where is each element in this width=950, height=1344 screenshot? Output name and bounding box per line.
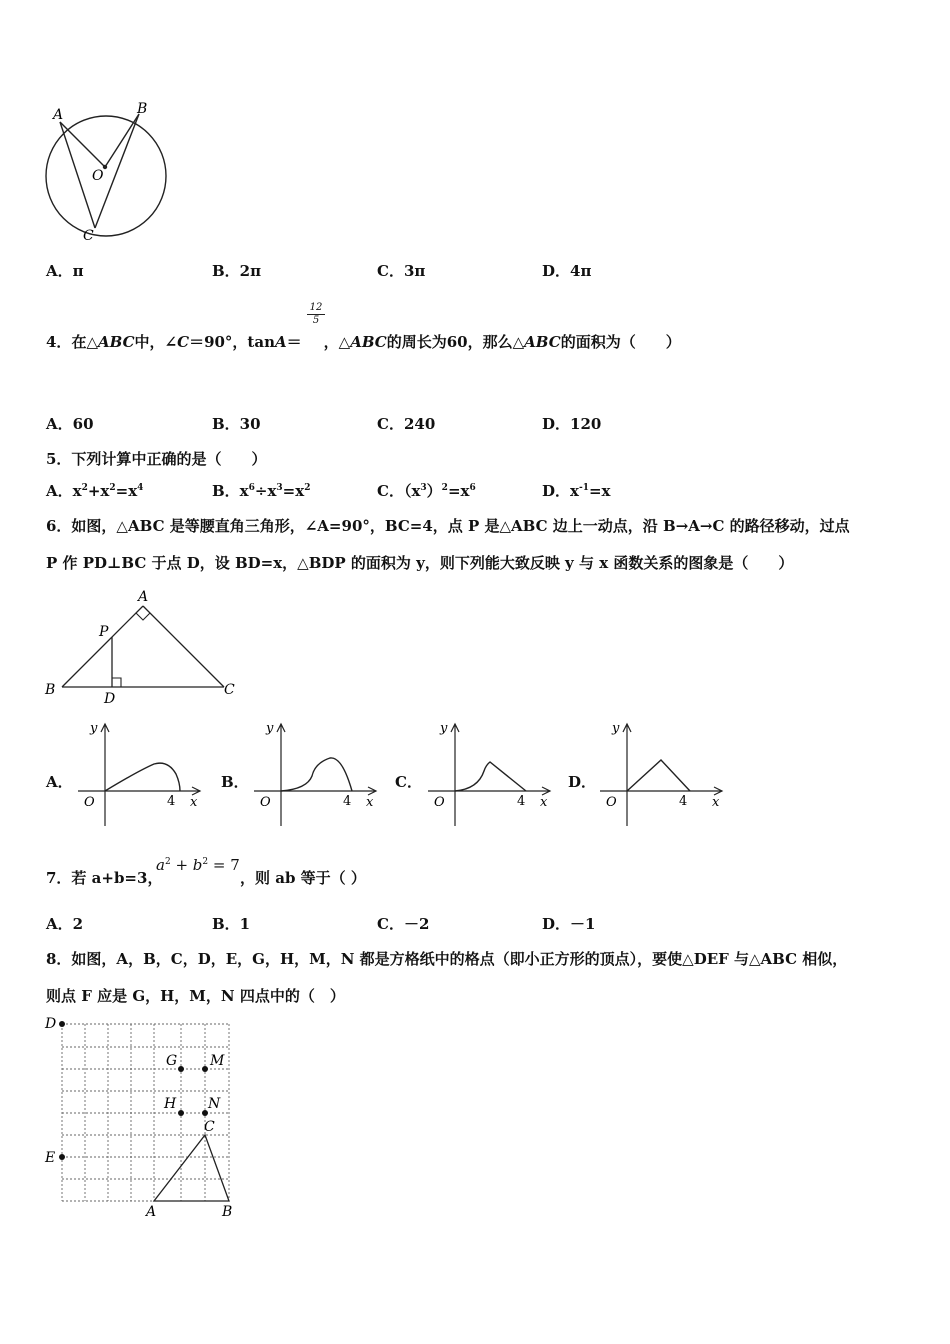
q7-formula: $a^2 + b^2 = 7$	[156, 856, 240, 874]
q3-option-a: A．π	[46, 262, 84, 280]
side-ba	[62, 606, 143, 687]
right-angle-a	[136, 613, 150, 620]
curve	[281, 758, 352, 791]
y-label: y	[266, 721, 274, 736]
q7-option-d: D．－1	[542, 915, 596, 933]
x-label: x	[540, 795, 548, 810]
label-n: N	[208, 1096, 221, 1112]
q4-option-a: A．60	[46, 415, 94, 433]
label-o: O	[92, 168, 104, 184]
q3-option-b: B．2π	[212, 262, 262, 280]
graph-d	[598, 716, 728, 828]
y-label: y	[440, 721, 448, 736]
point-d	[59, 1021, 65, 1027]
right-angle-d	[112, 678, 121, 687]
q3-option-c: C．3π	[377, 262, 426, 280]
q7-stem-post: ，则 ab 等于（ ）	[240, 869, 366, 887]
label-p: P	[99, 624, 109, 640]
q6-stem-line2: P 作 PD⊥BC 于点 D，设 BD=x，△BDP 的面积为 y，则下列能大致反映 y 与 x 函数关系的图象是（ ）	[46, 554, 794, 572]
q4-option-c: C．240	[377, 415, 436, 433]
q5-option-d: D．$x^{-1}=x$	[542, 482, 611, 500]
q4-stem: 4．在△ABC中，∠C＝90°，tanA＝ ，△ABC的周长为60，那么△ABC的面积为（ ）	[46, 333, 681, 351]
label-b: B	[45, 682, 56, 698]
y-label: y	[90, 721, 98, 736]
point-m	[202, 1066, 208, 1072]
q7-stem-pre: 7．若 a+b=3，	[46, 869, 163, 887]
q3-option-d: D．4π	[542, 262, 592, 280]
tick-4: 4	[517, 794, 526, 809]
q6-option-b: B．	[221, 773, 249, 791]
q7-option-a: A．2	[46, 915, 84, 933]
origin-label: O	[606, 795, 617, 810]
grid-figure	[40, 1012, 245, 1222]
curve	[455, 762, 526, 791]
label-c: C	[224, 682, 235, 698]
label-h: H	[164, 1096, 177, 1112]
label-c: C	[204, 1119, 215, 1135]
x-label: x	[190, 795, 198, 810]
label-d: D	[45, 1016, 57, 1032]
circle-figure	[38, 98, 174, 248]
graph-c	[426, 716, 556, 828]
triangle-abc	[154, 1135, 229, 1201]
q5-option-b: B．$x^6\div x^3=x^2$	[212, 482, 311, 500]
origin-label: O	[434, 795, 445, 810]
label-g: G	[166, 1053, 178, 1069]
x-label: x	[712, 795, 720, 810]
q6-option-c: C．	[395, 773, 422, 791]
q7-option-b: B．1	[212, 915, 251, 933]
q8-stem-line1: 8．如图，A，B，C，D，E，G，H，M，N 都是方格纸中的格点（即小正方形的顶点），要使△DEF 与△ABC 相似，	[46, 950, 848, 968]
label-m: M	[210, 1053, 225, 1069]
label-e: E	[45, 1150, 56, 1166]
label-a: A	[53, 107, 64, 123]
graph-b	[252, 716, 382, 828]
label-a: A	[138, 589, 149, 605]
label-a: A	[146, 1204, 157, 1220]
q8-stem-line2: 则点 F 应是 G，H，M，N 四点中的（ ）	[46, 987, 345, 1005]
q4-fraction	[307, 302, 325, 327]
q6-option-d: D．	[568, 773, 597, 791]
side-ac	[143, 606, 224, 687]
tick-4: 4	[343, 794, 352, 809]
graph-a	[76, 716, 206, 828]
tick-4: 4	[167, 794, 176, 809]
label-d: D	[104, 691, 116, 706]
q6-stem-line1: 6．如图，△ABC 是等腰直角三角形，∠A=90°，BC=4，点 P 是△ABC 边上一动点，沿 B→A→C 的路径移动，过点	[46, 517, 850, 535]
label-c: C	[83, 228, 94, 244]
q5-stem: 5．下列计算中正确的是（ ）	[46, 450, 267, 468]
q7-option-c: C．－2	[377, 915, 430, 933]
q4-option-b: B．30	[212, 415, 261, 433]
curve	[627, 760, 690, 791]
point-g	[178, 1066, 184, 1072]
q5-option-c: C．$(x^3)^2=x^6$	[377, 482, 476, 500]
label-b: B	[222, 1204, 233, 1220]
origin-label: O	[260, 795, 271, 810]
label-b: B	[137, 101, 148, 117]
tick-4: 4	[679, 794, 688, 809]
q4-option-d: D．120	[542, 415, 602, 433]
triangle-figure	[40, 586, 245, 706]
q6-option-a: A．	[46, 773, 73, 791]
x-label: x	[366, 795, 374, 810]
y-label: y	[612, 721, 620, 736]
curve	[105, 763, 180, 791]
fraction-numerator: 12	[307, 302, 325, 315]
point-h	[178, 1110, 184, 1116]
fraction-denominator: 5	[312, 315, 320, 326]
q5-option-a: A．$x^2+x^2=x^4$	[46, 482, 144, 500]
origin-label: O	[84, 795, 95, 810]
point-e	[59, 1154, 65, 1160]
